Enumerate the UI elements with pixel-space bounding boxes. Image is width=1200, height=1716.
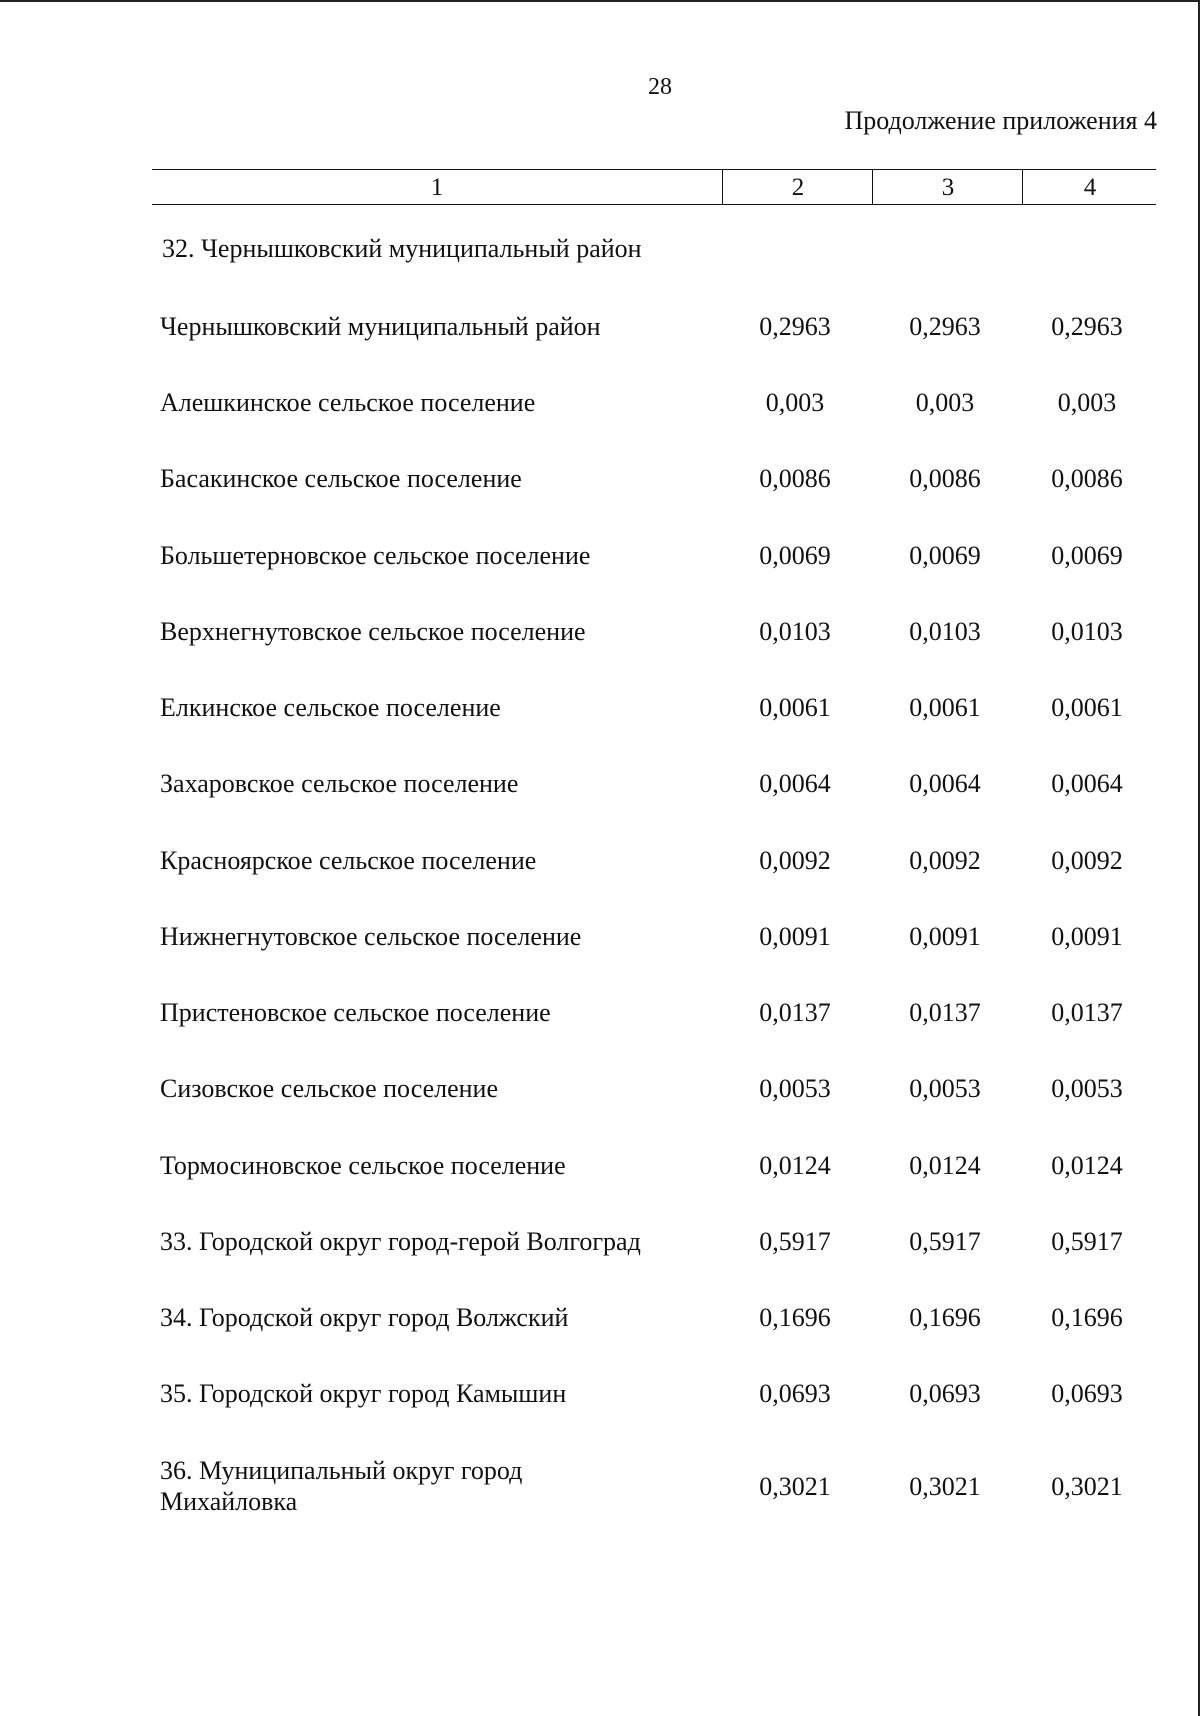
table-row <box>0 616 1200 656</box>
table-row <box>0 845 1200 885</box>
row-value-col-4: 0,0137 <box>1051 998 1123 1027</box>
row-value-col-4: 0,003 <box>1057 388 1117 417</box>
table-row <box>0 463 1200 503</box>
table-header <box>152 169 1156 205</box>
row-value-col-2: 0,2963 <box>759 312 831 341</box>
row-name: Елкинское сельское поселение <box>160 693 501 722</box>
table-row <box>0 1226 1200 1266</box>
row-name: Пристеновское сельское поселение <box>160 998 551 1027</box>
row-value-col-4: 0,0064 <box>1051 769 1123 798</box>
row-value-col-3: 0,0064 <box>909 769 981 798</box>
header-col-3: 3 <box>872 170 1023 204</box>
row-value-col-3: 0,0092 <box>909 846 981 875</box>
row-name-line-1: 36. Муниципальный округ город <box>160 1456 523 1485</box>
row-value-col-2: 0,0137 <box>759 998 831 1027</box>
table-row <box>0 692 1200 732</box>
row-value-col-2: 0,0124 <box>759 1151 831 1180</box>
row-value-col-3: 0,003 <box>915 388 975 417</box>
row-name: Верхнегнутовское сельское поселение <box>160 617 586 646</box>
header-col-2: 2 <box>722 170 873 204</box>
row-value-col-4: 0,3021 <box>1051 1472 1123 1501</box>
row-name: Захаровское сельское поселение <box>160 769 519 798</box>
table-row <box>0 768 1200 808</box>
row-value-col-4: 0,0092 <box>1051 846 1123 875</box>
row-value-col-4: 0,0086 <box>1051 464 1123 493</box>
row-value-col-2: 0,0693 <box>759 1379 831 1408</box>
row-value-col-4: 0,0053 <box>1051 1074 1123 1103</box>
header-col-4: 4 <box>1022 170 1157 204</box>
row-name: Тормосиновское сельское поселение <box>160 1151 566 1180</box>
row-name: Большетерновское сельское поселение <box>160 541 591 570</box>
row-value-col-2: 0,0069 <box>759 541 831 570</box>
row-value-col-2: 0,0086 <box>759 464 831 493</box>
row-name: Сизовское сельское поселение <box>160 1074 498 1103</box>
row-value-col-2: 0,0091 <box>759 922 831 951</box>
header-col-1: 1 <box>430 174 444 201</box>
row-name: Басакинское сельское поселение <box>160 464 522 493</box>
row-name: 35. Городской округ город Камышин <box>160 1379 567 1408</box>
row-name <box>160 1455 700 1517</box>
row-value-col-3: 0,0091 <box>909 922 981 951</box>
row-value-col-3: 0,0069 <box>909 541 981 570</box>
row-value-col-2: 0,0061 <box>759 693 831 722</box>
row-name: Чернышковский муниципальный район <box>160 312 601 341</box>
section-title: 32. Чернышковский муниципальный район <box>162 234 642 263</box>
row-value-col-4: 0,1696 <box>1051 1303 1123 1332</box>
row-value-col-2: 0,5917 <box>759 1227 831 1256</box>
row-value-col-3: 0,0693 <box>909 1379 981 1408</box>
row-value-col-2: 0,3021 <box>759 1472 831 1501</box>
row-value-col-2: 0,0103 <box>759 617 831 646</box>
table-row <box>0 921 1200 961</box>
row-value-col-2: 0,0092 <box>759 846 831 875</box>
scan-edge-top <box>0 0 1200 2</box>
row-value-col-3: 0,2963 <box>909 312 981 341</box>
row-value-col-3: 0,0053 <box>909 1074 981 1103</box>
row-name: Алешкинское сельское поселение <box>160 388 536 417</box>
row-value-col-3: 0,0086 <box>909 464 981 493</box>
table-row <box>0 1302 1200 1342</box>
row-name: Красноярское сельское поселение <box>160 846 537 875</box>
row-value-col-4: 0,0091 <box>1051 922 1123 951</box>
continuation-label: Продолжение приложения 4 <box>844 106 1157 135</box>
row-value-col-2: 0,0053 <box>759 1074 831 1103</box>
row-value-col-3: 0,1696 <box>909 1303 981 1332</box>
row-value-col-2: 0,003 <box>765 388 825 417</box>
row-value-col-3: 0,0137 <box>909 998 981 1027</box>
row-value-col-3: 0,0103 <box>909 617 981 646</box>
row-value-col-4: 0,2963 <box>1051 312 1123 341</box>
row-value-col-4: 0,0693 <box>1051 1379 1123 1408</box>
table-row <box>0 1073 1200 1113</box>
row-name-line-2: Михайловка <box>160 1487 298 1516</box>
row-value-col-4: 0,0103 <box>1051 617 1123 646</box>
row-value-col-4: 0,0061 <box>1051 693 1123 722</box>
table-row <box>0 387 1200 427</box>
table-row <box>0 997 1200 1037</box>
row-value-col-3: 0,5917 <box>909 1227 981 1256</box>
table-row <box>0 540 1200 580</box>
row-value-col-4: 0,0124 <box>1051 1151 1123 1180</box>
row-value-col-4: 0,0069 <box>1051 541 1123 570</box>
row-value-col-2: 0,1696 <box>759 1303 831 1332</box>
row-name: 33. Городской округ город-герой Волгоград <box>160 1227 641 1256</box>
page-number: 28 <box>648 74 672 100</box>
row-value-col-3: 0,0061 <box>909 693 981 722</box>
row-name: Нижнегнутовское сельское поселение <box>160 922 582 951</box>
row-value-col-2: 0,0064 <box>759 769 831 798</box>
row-value-col-3: 0,0124 <box>909 1151 981 1180</box>
table-row <box>0 1455 1200 1519</box>
table-row <box>0 1150 1200 1190</box>
table-row <box>0 311 1200 351</box>
row-name: 34. Городской округ город Волжский <box>160 1303 569 1332</box>
row-value-col-3: 0,3021 <box>909 1472 981 1501</box>
table-row <box>0 1378 1200 1418</box>
row-value-col-4: 0,5917 <box>1051 1227 1123 1256</box>
